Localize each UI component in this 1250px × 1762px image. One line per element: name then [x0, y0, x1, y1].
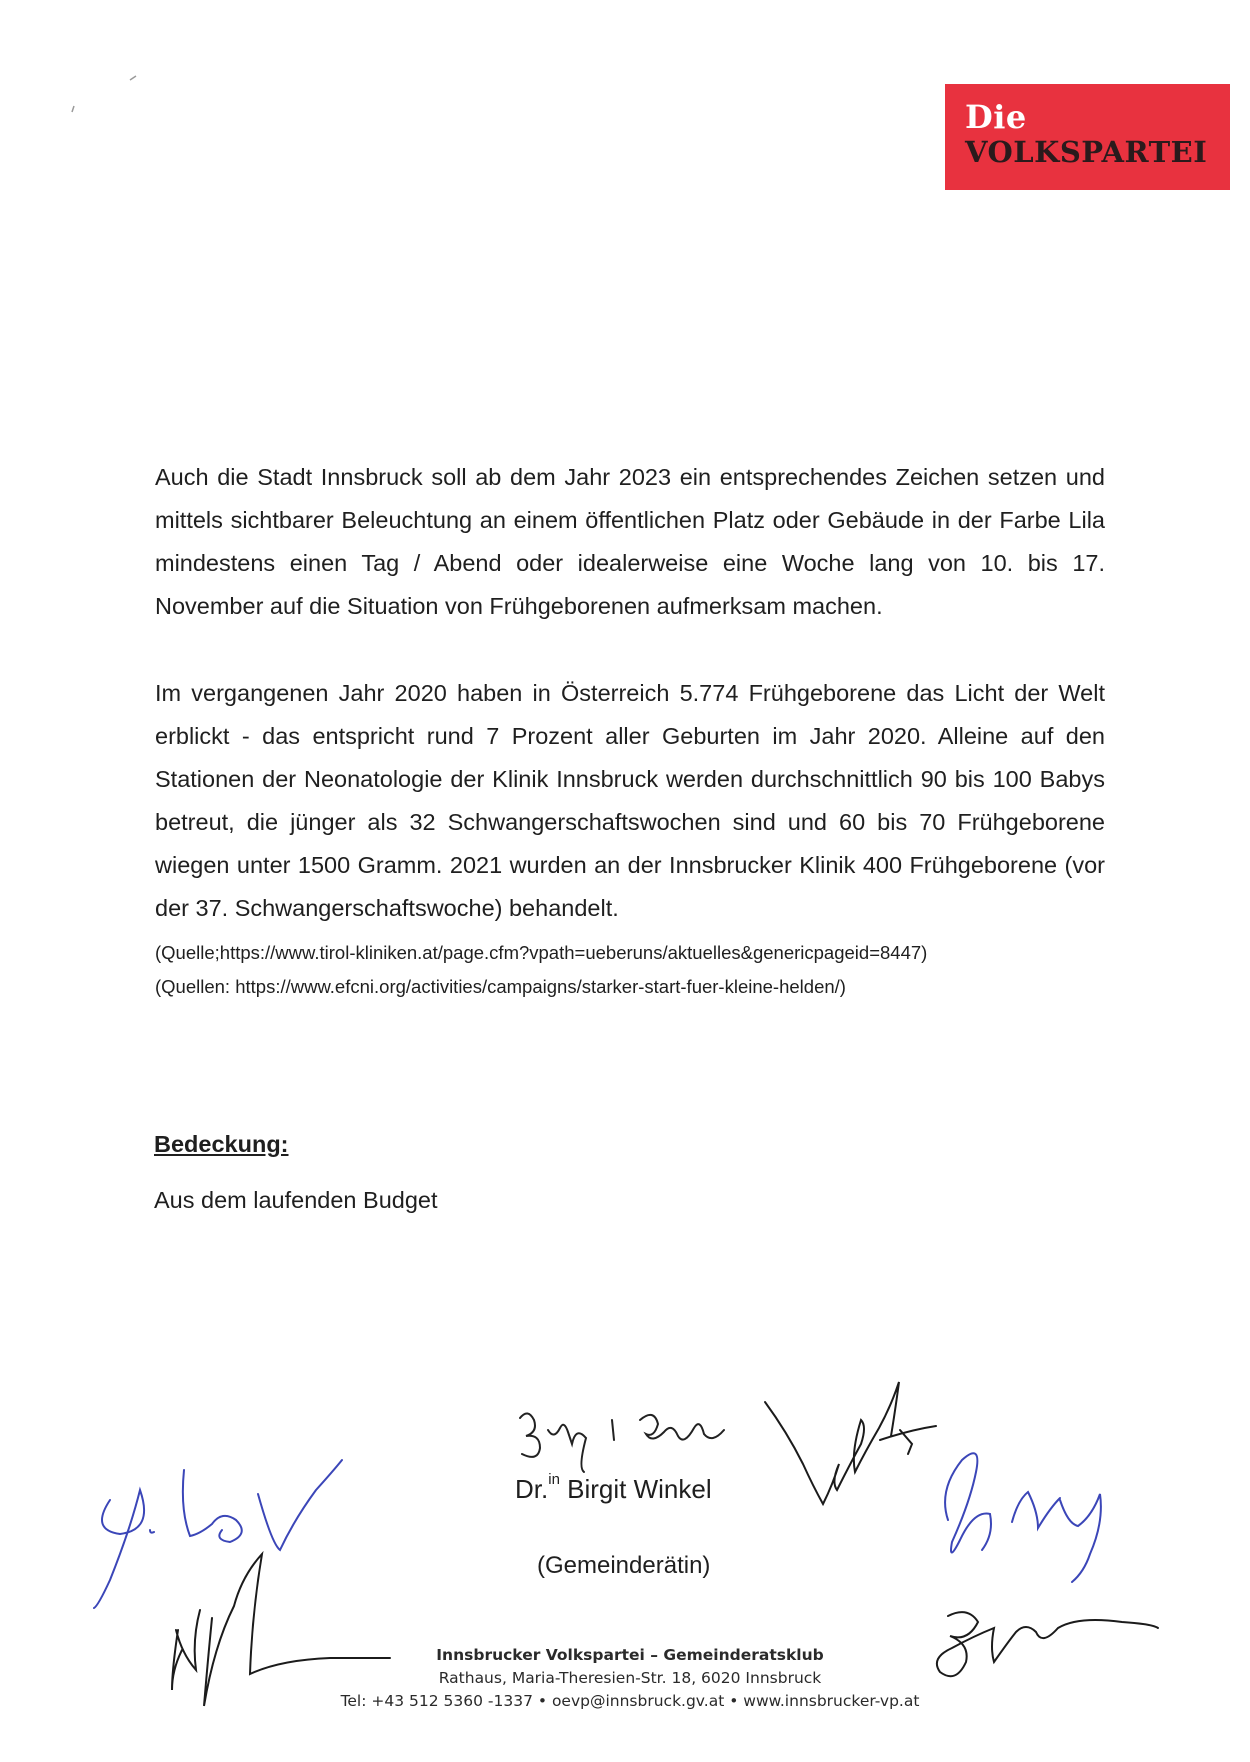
signer-name: [515, 1471, 712, 1505]
funding-heading: Bedeckung:: [154, 1131, 289, 1157]
footer-org: Innsbrucker Volkspartei – Gemeinderatsklub: [436, 1646, 824, 1664]
letterhead-footer: [330, 1644, 930, 1713]
logo-line-die: Die: [965, 98, 1027, 136]
signer-surname: Birgit Winkel: [559, 1474, 712, 1504]
footer-contact: Tel: +43 512 5360 -1337 • oevp@innsbruck.gv.at • www.innsbrucker-vp.at: [340, 1692, 920, 1710]
signer-title: Dr.: [515, 1474, 549, 1504]
funding-text: Aus dem laufenden Budget: [154, 1187, 438, 1213]
stray-mark: [72, 76, 136, 112]
signature-blue-right: [945, 1453, 1101, 1582]
paragraph-statistics: Im vergangenen Jahr 2020 haben in Österreich 5.774 Frühgeborene das Licht der Welt erblickt - das entspricht rund 7 Prozent aller Geburten im Jahr 2020. Alleine auf den Stationen der Neonatologie der Klinik Innsbruck werden durchschnittlich 90 bis 100 Babys betreut, die jünger als 32 Schwangerschaftswochen sind und 60 bis 70 Frühgeborene wiegen unter 1500 Gramm. 2021 wurden an der Innsbrucker Klinik 400 Frühgeborene (vor der 37. Schwangerschaftswoche) behandelt.: [155, 680, 1105, 921]
signature-black-bottom-right: [937, 1612, 1158, 1676]
signature-black-right: [765, 1382, 936, 1504]
party-logo: [945, 84, 1230, 190]
footer-address: Rathaus, Maria-Theresien-Str. 18, 6020 Innsbruck: [438, 1669, 822, 1687]
source-citation-1: (Quelle;https://www.tirol-kliniken.at/page.cfm?vpath=ueberuns/aktuelles&genericpageid=8447): [155, 942, 928, 963]
signer-title-suffix: in: [548, 1471, 560, 1489]
signature-blue-left: [94, 1460, 342, 1608]
signature-birgit-winkel: [520, 1413, 724, 1472]
logo-line-volkspartei: VOLKSPARTEI: [965, 135, 1208, 169]
paragraph-proposal: Auch die Stadt Innsbruck soll ab dem Jahr 2023 ein entsprechendes Zeichen setzen und mittels sichtbarer Beleuchtung an einem öffentlichen Platz oder Gebäude in der Farbe Lila mindestens einen Tag / Abend oder idealerweise eine Woche lang von 10. bis 17. November auf die Situation von Frühgeborenen aufmerksam machen.: [155, 464, 1105, 619]
signer-role: (Gemeinderätin): [537, 1552, 711, 1579]
source-citation-2: (Quellen: https://www.efcni.org/activities/campaigns/starker-start-fuer-kleine-helden/): [155, 976, 846, 997]
